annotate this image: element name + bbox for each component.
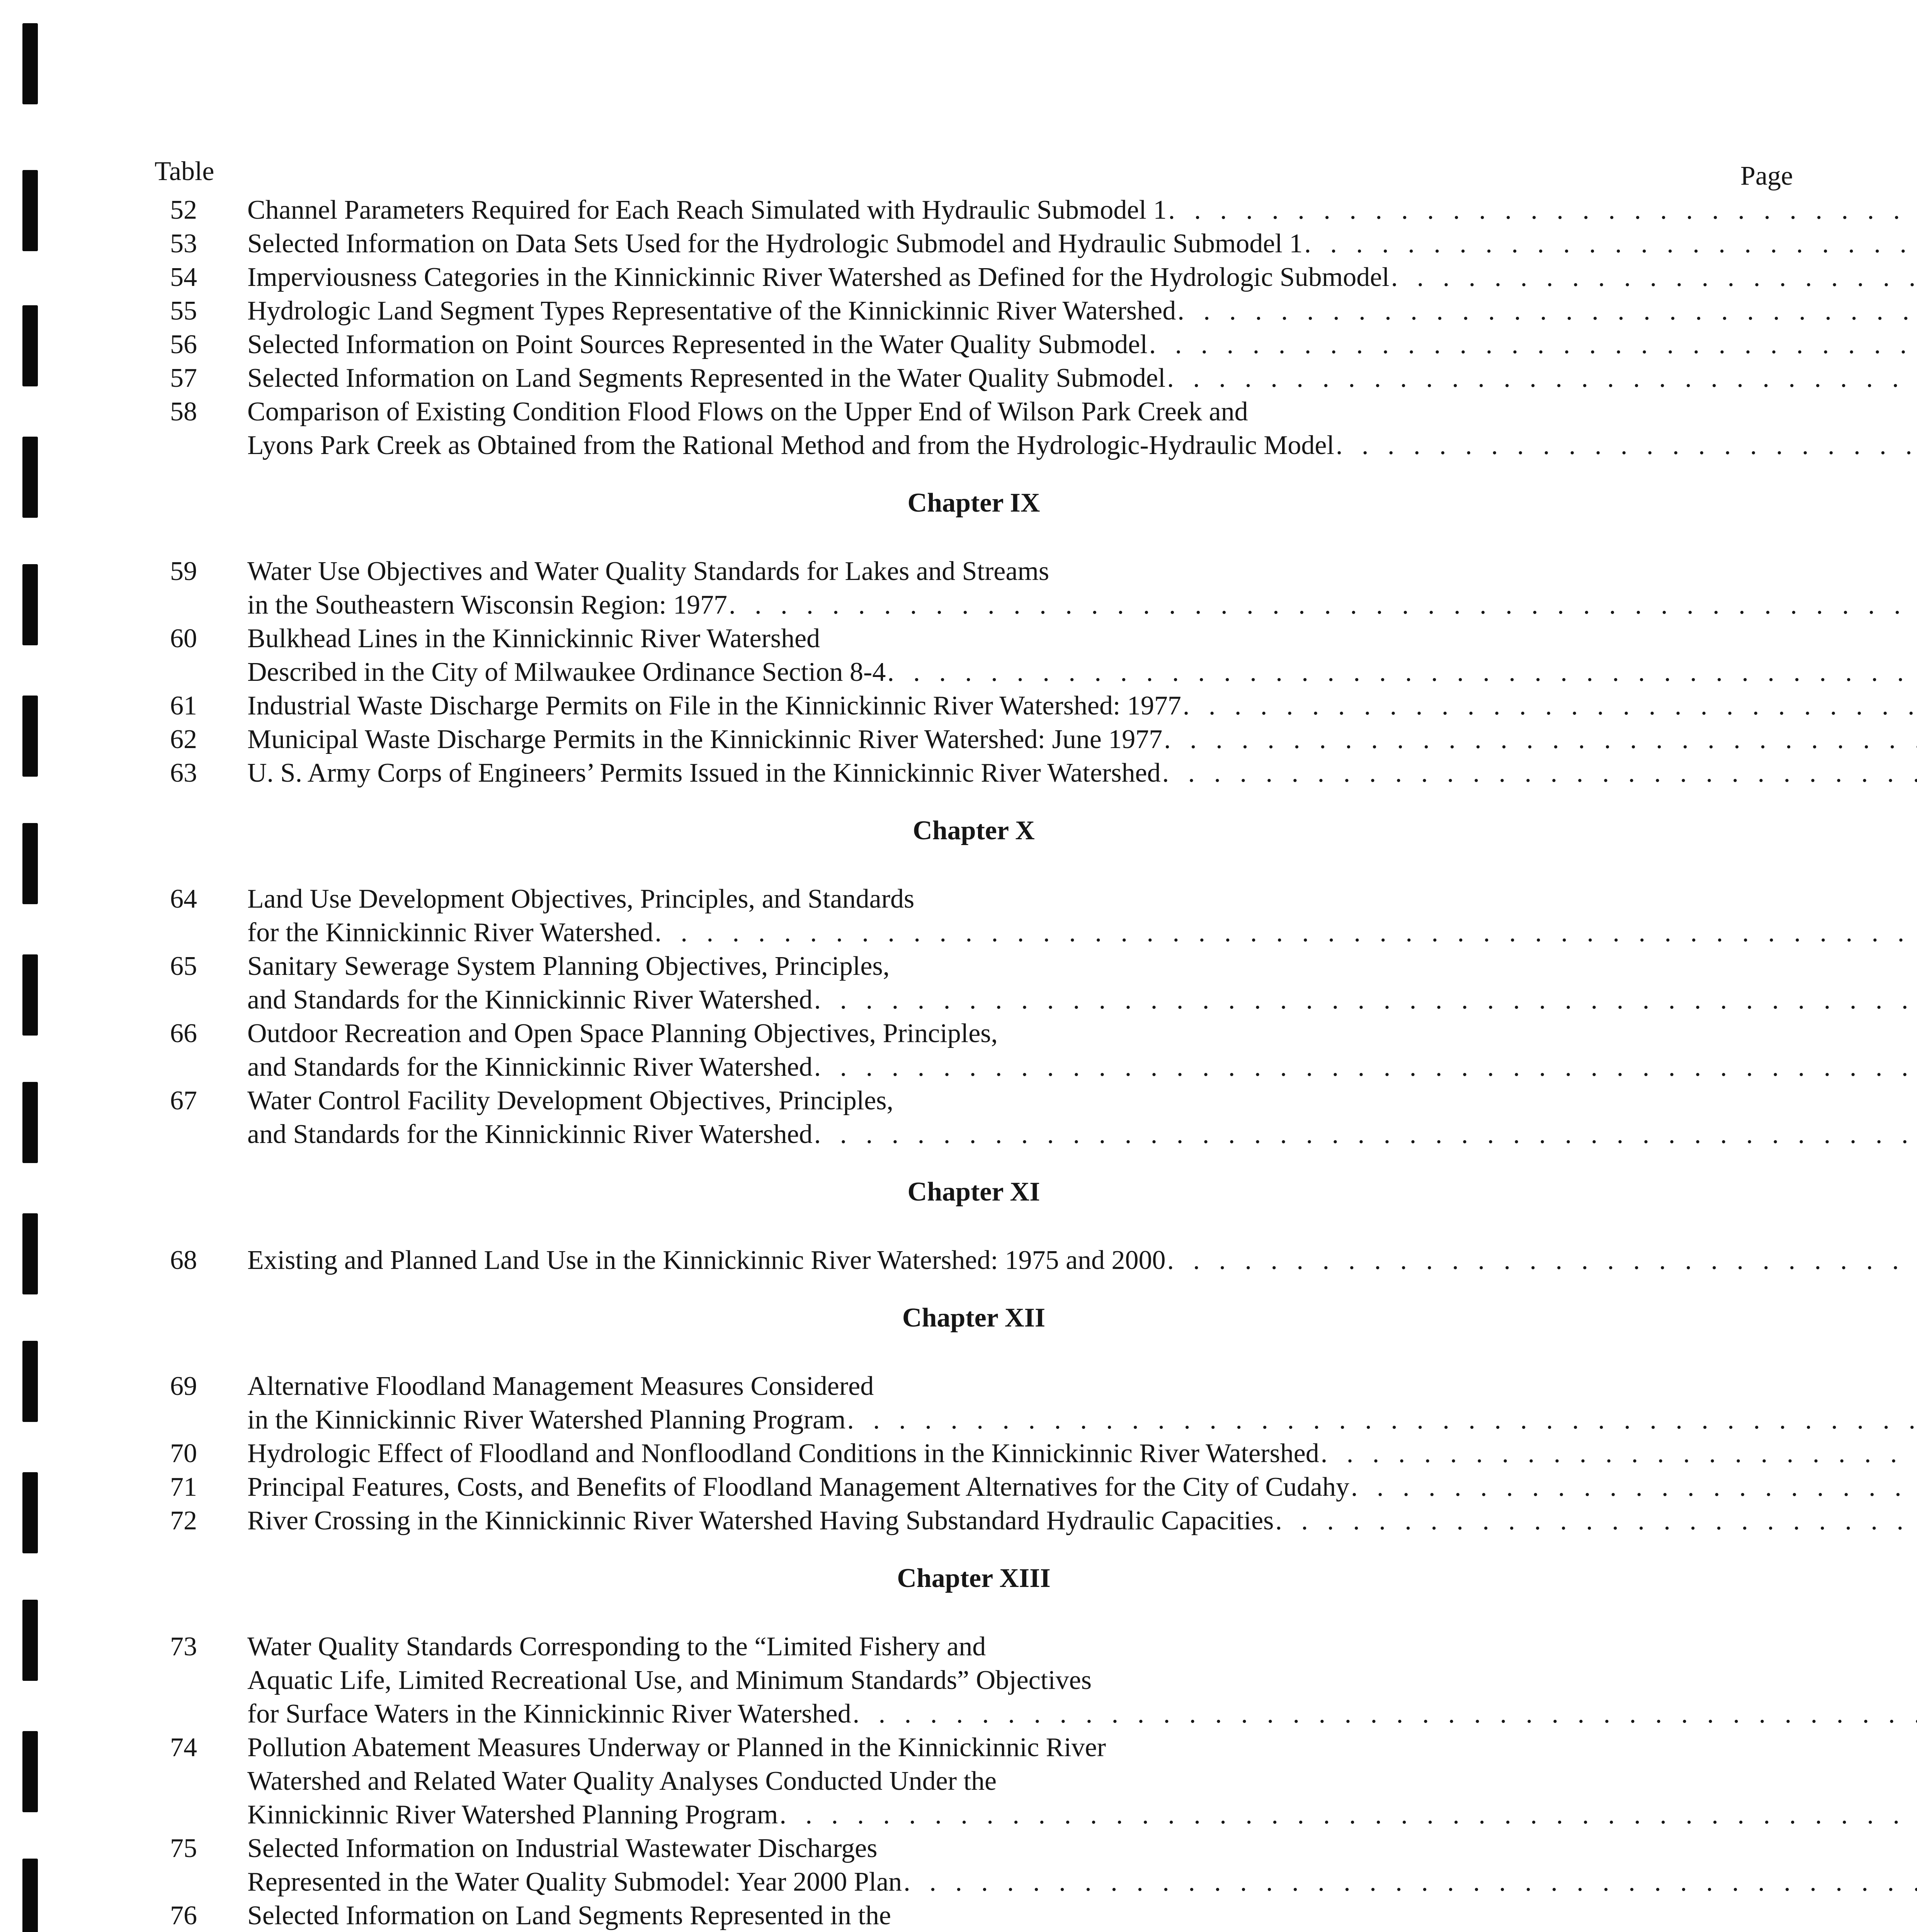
title-text: Aquatic Life, Limited Recreational Use, and Minimum Standards” Objectives xyxy=(247,1665,1092,1695)
toc-entry xyxy=(155,1832,1793,1899)
binding-hole xyxy=(22,564,38,645)
title-line xyxy=(247,689,1917,723)
title-line xyxy=(247,395,1917,429)
table-number: 69 xyxy=(170,1371,197,1401)
table-title xyxy=(247,1470,1917,1504)
title-line xyxy=(247,1403,1917,1437)
title-line xyxy=(247,655,1917,689)
title-text: Pollution Abatement Measures Underway or Planned in the Kinnickinnic River xyxy=(247,1733,1106,1762)
table-number: 73 xyxy=(170,1632,197,1662)
title-text: Principal Features, Costs, and Benefits of Floodland Management Alternatives for the City of Cudahy xyxy=(247,1472,1349,1502)
toc-entry xyxy=(155,1084,1793,1151)
table-number: 74 xyxy=(170,1733,197,1762)
toc-entry xyxy=(155,1470,1793,1504)
title-line xyxy=(247,882,1917,916)
dot-leader xyxy=(779,1798,1917,1832)
title-line xyxy=(247,1243,1917,1277)
title-text: and Standards for the Kinnickinnic River Watershed xyxy=(247,1119,813,1149)
toc-entry xyxy=(155,227,1793,260)
table-number: 75 xyxy=(170,1833,197,1863)
title-text: and Standards for the Kinnickinnic River Watershed xyxy=(247,985,813,1015)
table-title xyxy=(247,554,1917,622)
title-text: Outdoor Recreation and Open Space Planning Objectives, Principles, xyxy=(247,1019,998,1048)
title-text: Sanitary Sewerage System Planning Objectives, Principles, xyxy=(247,951,890,981)
toc-entry xyxy=(155,361,1793,395)
dot-leader xyxy=(1336,429,1917,462)
table-number: 62 xyxy=(170,724,197,754)
binding-hole xyxy=(22,170,38,251)
binding-hole xyxy=(22,23,38,104)
table-title xyxy=(247,260,1917,294)
toc-entry xyxy=(155,193,1793,227)
title-line xyxy=(247,328,1917,361)
dot-leader xyxy=(1164,723,1917,756)
dot-leader xyxy=(1321,1437,1917,1470)
table-number: 57 xyxy=(170,363,197,393)
dot-leader xyxy=(814,1117,1917,1151)
table-number: 54 xyxy=(170,262,197,292)
table-title xyxy=(247,193,1917,227)
binding-hole xyxy=(22,305,38,386)
toc-entry xyxy=(155,260,1793,294)
table-number: 68 xyxy=(170,1245,197,1275)
dot-leader xyxy=(853,1697,1917,1731)
title-text: Channel Parameters Required for Each Reach Simulated with Hydraulic Submodel 1 xyxy=(247,195,1167,225)
title-text: Comparison of Existing Condition Flood Flows on the Upper End of Wilson Park Creek and xyxy=(247,397,1248,427)
table-title xyxy=(247,395,1917,462)
table-number: 59 xyxy=(170,556,197,586)
toc-entry xyxy=(155,1437,1793,1470)
title-text: Alternative Floodland Management Measures Considered xyxy=(247,1371,874,1401)
title-text: Industrial Waste Discharge Permits on File in the Kinnickinnic River Watershed: 1977 xyxy=(247,691,1181,721)
binding-holes xyxy=(22,0,38,1932)
title-line xyxy=(247,756,1917,790)
title-text: Selected Information on Data Sets Used for the Hydrologic Submodel and Hydraulic Submodel 1 xyxy=(247,229,1303,259)
toc-entry xyxy=(155,1630,1793,1731)
chapter-heading: Chapter XII xyxy=(902,1303,1046,1333)
binding-hole xyxy=(22,954,38,1036)
toc-entry xyxy=(155,1243,1793,1277)
binding-hole xyxy=(22,1859,38,1932)
table-number: 61 xyxy=(170,691,197,721)
title-line xyxy=(247,1084,1917,1117)
column-headers xyxy=(155,155,1793,193)
title-text: Bulkhead Lines in the Kinnickinnic River Watershed xyxy=(247,624,820,653)
toc-entry xyxy=(155,294,1793,328)
toc-sections xyxy=(155,193,1793,1932)
table-title xyxy=(247,328,1917,361)
dot-leader xyxy=(1167,361,1917,395)
dot-leader xyxy=(1168,193,1917,227)
binding-hole xyxy=(22,1600,38,1681)
table-number: 52 xyxy=(170,195,197,225)
table-title xyxy=(247,1084,1917,1151)
dot-leader xyxy=(729,588,1917,622)
dot-leader xyxy=(1149,328,1917,361)
list-of-tables xyxy=(155,155,1793,1932)
dot-leader xyxy=(1177,294,1917,328)
toc-entry xyxy=(155,1504,1793,1537)
toc-entry xyxy=(155,1731,1793,1832)
table-number: 63 xyxy=(170,758,197,788)
title-text: in the Kinnickinnic River Watershed Planning Program xyxy=(247,1405,846,1435)
chapter-heading: Chapter XIII xyxy=(897,1563,1051,1593)
binding-hole xyxy=(22,1472,38,1553)
title-line xyxy=(247,260,1917,294)
toc-entry xyxy=(155,949,1793,1017)
title-line xyxy=(247,361,1917,395)
title-line xyxy=(247,1663,1917,1697)
table-title xyxy=(247,949,1917,1017)
dot-leader xyxy=(814,983,1917,1017)
title-line xyxy=(247,1369,1917,1403)
title-text: for Surface Waters in the Kinnickinnic River Watershed xyxy=(247,1699,851,1729)
title-text: Existing and Planned Land Use in the Kinnickinnic River Watershed: 1975 and 2000 xyxy=(247,1245,1166,1275)
table-number: 65 xyxy=(170,951,197,981)
title-line xyxy=(247,1630,1917,1663)
table-number: 60 xyxy=(170,624,197,653)
dot-leader xyxy=(1275,1504,1917,1537)
title-text: Water Use Objectives and Water Quality Standards for Lakes and Streams xyxy=(247,556,1050,586)
chapter-heading: Chapter X xyxy=(913,816,1035,845)
toc-entry xyxy=(155,756,1793,790)
title-text: for the Kinnickinnic River Watershed xyxy=(247,918,653,947)
table-title xyxy=(247,294,1917,328)
title-line xyxy=(247,1899,1917,1932)
dot-leader xyxy=(1167,1243,1917,1277)
binding-hole xyxy=(22,1082,38,1163)
toc-entry xyxy=(155,1369,1793,1437)
title-text: Hydrologic Land Segment Types Representative of the Kinnickinnic River Watershed xyxy=(247,296,1176,326)
title-text: Water Quality Standards Corresponding to the “Limited Fishery and xyxy=(247,1632,986,1662)
title-text: Selected Information on Land Segments Represented in the xyxy=(247,1901,891,1930)
binding-hole xyxy=(22,1341,38,1422)
title-text: Watershed and Related Water Quality Analyses Conducted Under the xyxy=(247,1766,997,1796)
title-line xyxy=(247,554,1917,588)
toc-entry xyxy=(155,554,1793,622)
table-title xyxy=(247,1017,1917,1084)
title-line xyxy=(247,1050,1917,1084)
table-number: 64 xyxy=(170,884,197,914)
title-line xyxy=(247,1865,1917,1899)
binding-hole xyxy=(22,823,38,904)
table-number: 58 xyxy=(170,397,197,427)
title-text: Imperviousness Categories in the Kinnickinnic River Watershed as Defined for the Hydrologic Submodel xyxy=(247,262,1390,292)
title-line xyxy=(247,1470,1917,1504)
toc-entry xyxy=(155,689,1793,723)
dot-leader xyxy=(655,916,1917,949)
title-line xyxy=(247,916,1917,949)
table-title xyxy=(247,1630,1917,1731)
toc-entry xyxy=(155,395,1793,462)
title-line xyxy=(247,294,1917,328)
toc-entry xyxy=(155,882,1793,949)
dot-leader xyxy=(1391,260,1917,294)
table-number: 55 xyxy=(170,296,197,326)
dot-leader xyxy=(814,1050,1917,1084)
title-text: Selected Information on Point Sources Represented in the Water Quality Submodel xyxy=(247,330,1148,359)
chapter-heading: Chapter IX xyxy=(907,488,1040,518)
title-text: Described in the City of Milwaukee Ordinance Section 8-4 xyxy=(247,657,886,687)
toc-entry xyxy=(155,723,1793,756)
title-line xyxy=(247,1798,1917,1832)
table-title xyxy=(247,756,1917,790)
chapter-heading: Chapter XI xyxy=(907,1177,1040,1207)
title-line xyxy=(247,1832,1917,1865)
toc-entry xyxy=(155,1017,1793,1084)
dot-leader xyxy=(847,1403,1917,1437)
binding-hole xyxy=(22,696,38,777)
title-line xyxy=(247,622,1917,655)
table-title xyxy=(247,1243,1917,1277)
title-line xyxy=(247,1764,1917,1798)
title-line xyxy=(247,1017,1917,1050)
title-text: Municipal Waste Discharge Permits in the Kinnickinnic River Watershed: June 1977 xyxy=(247,724,1163,754)
title-line xyxy=(247,1504,1917,1537)
title-text: Kinnickinnic River Watershed Planning Program xyxy=(247,1800,778,1830)
title-line xyxy=(247,1697,1917,1731)
title-text: Hydrologic Effect of Floodland and Nonfloodland Conditions in the Kinnickinnic River Watershed xyxy=(247,1439,1319,1468)
dot-leader xyxy=(1304,227,1917,260)
title-line xyxy=(247,1117,1917,1151)
dot-leader xyxy=(1162,756,1917,790)
table-title xyxy=(247,1504,1917,1537)
title-line xyxy=(247,588,1917,622)
title-line xyxy=(247,1437,1917,1470)
table-title xyxy=(247,1899,1917,1932)
binding-hole xyxy=(22,1213,38,1294)
dot-leader xyxy=(887,655,1917,689)
table-number: 53 xyxy=(170,229,197,259)
title-text: U. S. Army Corps of Engineers’ Permits Issued in the Kinnickinnic River Watershed xyxy=(247,758,1161,788)
title-line xyxy=(247,429,1917,462)
table-title xyxy=(247,1731,1917,1832)
table-number: 72 xyxy=(170,1506,197,1536)
title-text: in the Southeastern Wisconsin Region: 1977 xyxy=(247,590,728,620)
table-title xyxy=(247,622,1917,689)
title-text: Water Control Facility Development Objectives, Principles, xyxy=(247,1086,894,1116)
table-number: 56 xyxy=(170,330,197,359)
title-line xyxy=(247,227,1917,260)
title-line xyxy=(247,723,1917,756)
table-title xyxy=(247,1832,1917,1899)
dot-leader xyxy=(1183,689,1917,723)
table-number: 66 xyxy=(170,1019,197,1048)
title-line xyxy=(247,193,1917,227)
table-column-label: Table xyxy=(155,156,214,186)
table-title xyxy=(247,227,1917,260)
title-text: Land Use Development Objectives, Principles, and Standards xyxy=(247,884,915,914)
table-title xyxy=(247,1369,1917,1437)
table-number: 67 xyxy=(170,1086,197,1116)
toc-entry xyxy=(155,1899,1793,1932)
title-line xyxy=(247,983,1917,1017)
title-text: Selected Information on Industrial Wastewater Discharges xyxy=(247,1833,878,1863)
title-text: Represented in the Water Quality Submodel: Year 2000 Plan xyxy=(247,1867,902,1897)
table-title xyxy=(247,689,1917,723)
table-title xyxy=(247,882,1917,949)
title-text: River Crossing in the Kinnickinnic River Watershed Having Substandard Hydraulic Capacities xyxy=(247,1506,1274,1536)
table-number: 70 xyxy=(170,1439,197,1468)
binding-hole xyxy=(22,437,38,518)
table-title xyxy=(247,1437,1917,1470)
toc-entry xyxy=(155,622,1793,689)
table-number: 71 xyxy=(170,1472,197,1502)
title-text: and Standards for the Kinnickinnic River Watershed xyxy=(247,1052,813,1082)
binding-hole xyxy=(22,1731,38,1812)
table-title xyxy=(247,361,1917,395)
toc-entry xyxy=(155,328,1793,361)
dot-leader xyxy=(1351,1470,1917,1504)
dot-leader xyxy=(903,1865,1917,1899)
table-number: 76 xyxy=(170,1901,197,1930)
page-column-label: Page xyxy=(1740,161,1793,191)
title-line xyxy=(247,1731,1917,1764)
table-title xyxy=(247,723,1917,756)
title-text: Lyons Park Creek as Obtained from the Rational Method and from the Hydrologic-Hydraulic Model xyxy=(247,430,1334,460)
title-line xyxy=(247,949,1917,983)
title-text: Selected Information on Land Segments Represented in the Water Quality Submodel xyxy=(247,363,1166,393)
